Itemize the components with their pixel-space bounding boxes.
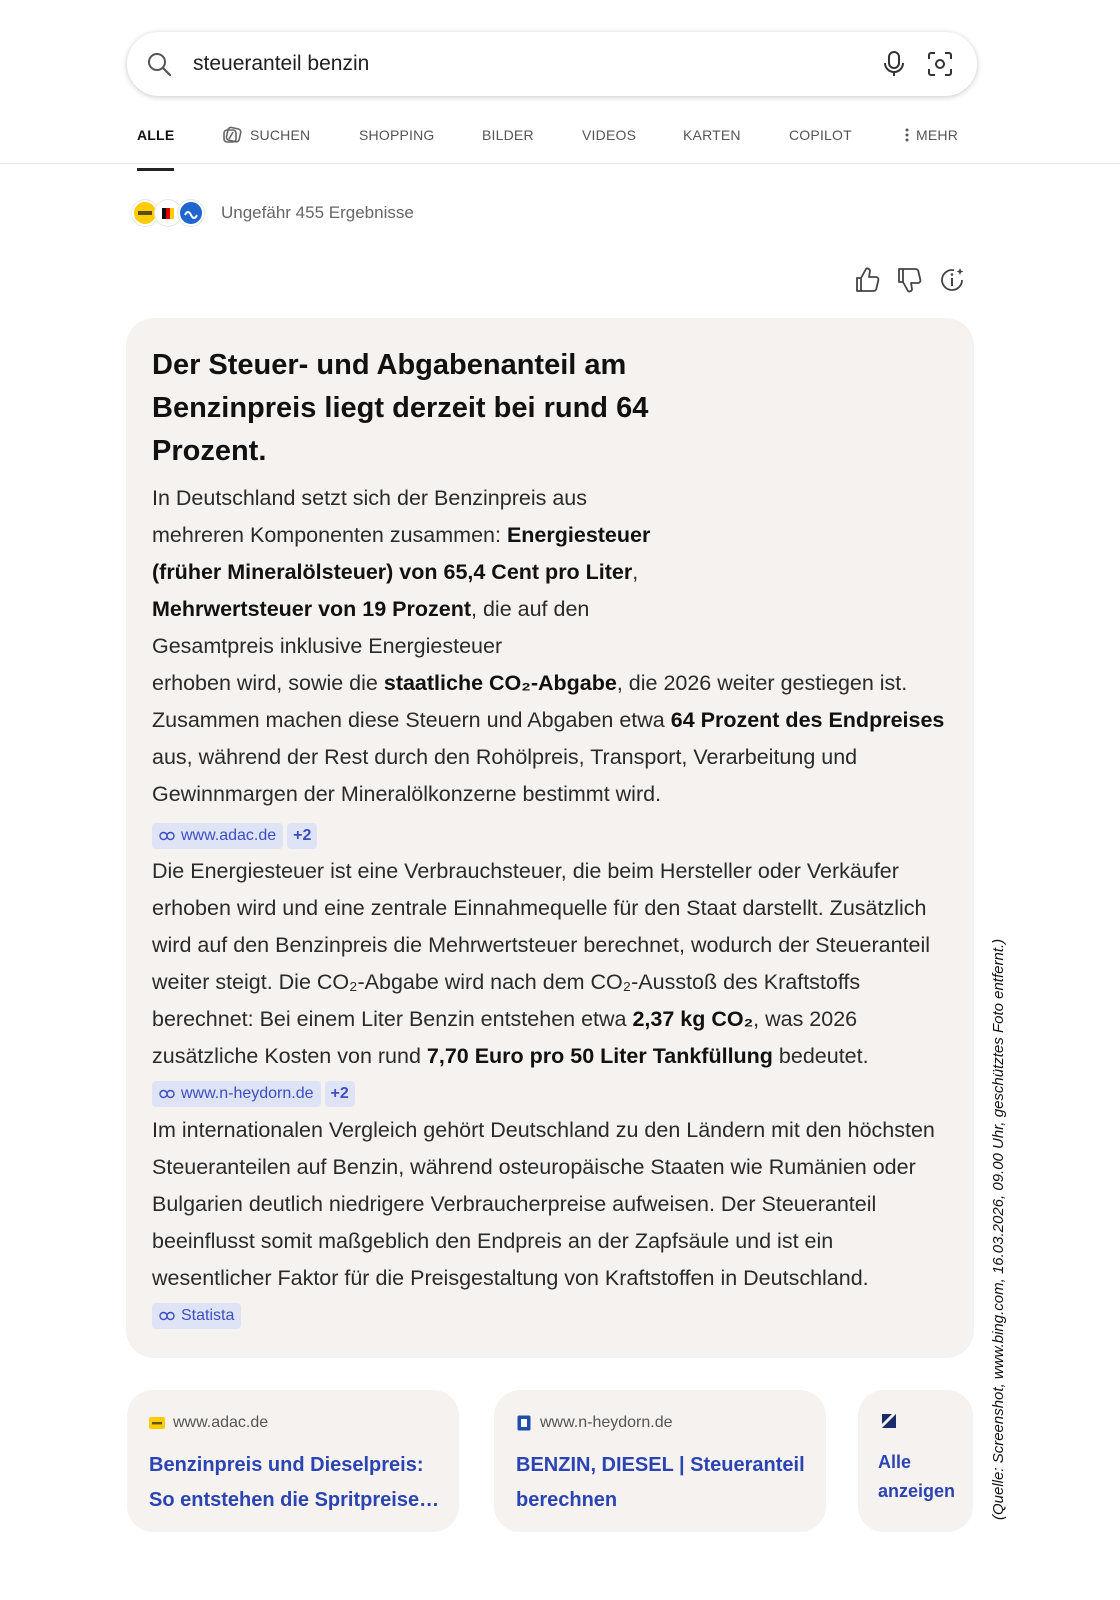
text-span: , die 2026 weiter gestiegen ist. Zusammen machen diese Steuern und Abgaben etwa: [152, 671, 908, 732]
text-span: Im internationalen Vergleich gehört Deutschland zu den Ländern mit den höchsten Steueranteilen auf Benzin, während osteuropäische Staaten wie Rumänien oder Bulgarien deutlich niedrigere Verbraucherpreise aufweisen. Der Steueranteil beeinflusst somit maßgeblich den Endpreis an der Zapfsäule und ist ein wesentlicher Faktor für die Preisgestaltung von Kraftstoffen in Deutschland.: [152, 1118, 935, 1290]
copilot-search-icon: [222, 126, 244, 144]
adac-logo-icon: [134, 202, 156, 224]
source-card-adac[interactable]: [127, 1390, 459, 1532]
citation-adac[interactable]: [152, 823, 283, 849]
thumbs-up-icon[interactable]: [852, 265, 882, 295]
tab-more[interactable]: MEHR: [904, 124, 958, 146]
text-span: bedeutet.: [772, 1044, 869, 1068]
tab-maps[interactable]: KARTEN: [683, 127, 741, 143]
citation-statista[interactable]: [152, 1303, 241, 1329]
flag-icon: [157, 202, 179, 224]
citation-more-1[interactable]: +2: [287, 823, 317, 849]
source-title[interactable]: Benzinpreis und Dieselpreis: So entstehen die Spritpreise…: [149, 1454, 440, 1511]
show-all-sources-card[interactable]: [858, 1390, 973, 1532]
citation-label: www.n-heydorn.de: [181, 1085, 314, 1103]
sources-stack-icon: [880, 1412, 898, 1430]
tab-all[interactable]: ALLE: [137, 124, 174, 146]
citation-label: www.adac.de: [181, 827, 277, 845]
text-span: aus, während der Rest durch den Rohölpreis, Transport, Verarbeitung und Gewinnmargen der Mineralölkonzerne bestimmt wird.: [152, 745, 858, 806]
tab-shopping[interactable]: SHOPPING: [359, 127, 435, 143]
search-input[interactable]: [193, 46, 833, 82]
answer-paragraph-3: [152, 1112, 952, 1334]
search-tabs: [0, 110, 1120, 164]
thumbs-down-icon[interactable]: [894, 265, 924, 295]
citation-more-2[interactable]: +2: [325, 1081, 355, 1107]
text-span: , was 2026 zusätzliche Kosten von rund: [152, 1007, 858, 1068]
show-all-label[interactable]: Alle anzeigen: [878, 1452, 956, 1501]
microphone-icon[interactable]: [879, 49, 909, 79]
text-span: erhoben wird, sowie die: [152, 671, 384, 695]
ai-answer-card: [126, 318, 974, 1358]
search-bar[interactable]: [127, 32, 977, 96]
answer-paragraph-1: [152, 480, 952, 813]
tab-copilot[interactable]: COPILOT: [789, 127, 852, 143]
document-icon: [517, 1415, 531, 1431]
info-sparkle-icon[interactable]: [938, 265, 968, 295]
bold-span: 2,37 kg CO₂: [632, 1007, 754, 1031]
answer-paragraph-2: [152, 853, 952, 1112]
link-icon: [159, 1089, 175, 1099]
bold-span: Mehrwertsteuer von 19 Prozent: [152, 597, 472, 621]
results-count: Ungefähr 455 Ergebnisse: [221, 203, 414, 222]
source-domain-text: www.n-heydorn.de: [540, 1414, 673, 1431]
answer-headline: Der Steuer- und Abgabenanteil am Benzinpreis liegt derzeit bei rund 64 Prozent.: [152, 349, 649, 467]
text-span: Die Energiesteuer ist eine Verbrauchsteuer, die beim Hersteller oder Verkäufer erhoben wird und eine zentrale Einnahmequelle für den Staat darstellt. Zusätzlich wird auf den Benzinpreis die Mehrwertsteuer berechnet, wodurch der Steueranteil weiter steigt. Die CO₂-Abgabe wird nach dem CO₂-Ausstoß des Kraftstoffs berechnet: Bei einem Liter Benzin entstehen etwa: [152, 859, 931, 1031]
answer-body: [152, 480, 952, 1334]
visual-search-icon[interactable]: [925, 49, 955, 79]
wave-logo-icon: [180, 202, 202, 224]
tab-search[interactable]: SUCHEN: [222, 124, 310, 146]
citation-n-heydorn[interactable]: [152, 1081, 321, 1107]
source-card-n-heydorn[interactable]: [494, 1390, 826, 1532]
source-domain-text: www.adac.de: [173, 1414, 269, 1431]
citation-label: Statista: [181, 1307, 235, 1325]
text-span: In Deutschland setzt sich der Benzinpreis aus mehreren Komponenten zusammen:: [152, 486, 588, 547]
bold-span: staatliche CO₂-Abgabe: [383, 671, 617, 695]
text-span: ,: [632, 560, 639, 584]
bold-span: Energiesteuer (früher Mineralölsteuer) von 65,4 Cent pro Liter: [152, 523, 651, 584]
n-heydorn-favicon: [516, 1415, 532, 1431]
adac-logo-icon: [149, 1417, 165, 1429]
source-domain: [516, 1414, 673, 1432]
tab-videos[interactable]: VIDEOS: [582, 127, 637, 143]
link-icon: [159, 831, 175, 841]
adac-favicon: [149, 1415, 165, 1431]
bold-span: 7,70 Euro pro 50 Liter Tankfüllung: [426, 1044, 773, 1068]
answer-paragraph-1-narrow: [152, 480, 672, 665]
tab-images[interactable]: BILDER: [482, 127, 534, 143]
bold-span: 64 Prozent des Endpreises: [670, 708, 945, 732]
search-icon[interactable]: [145, 50, 173, 78]
link-icon: [159, 1311, 175, 1321]
screenshot-source-caption: (Quelle: Screenshot, www.bing.com, 16.03.2026, 09.00 Uhr, geschütztes Foto entfernt.): [990, 938, 1007, 1520]
text-span: , die auf den Gesamtpreis inklusive Energiesteuer: [152, 597, 590, 658]
citation-row-1: [152, 813, 952, 853]
more-vertical-icon: [904, 127, 910, 143]
source-title[interactable]: BENZIN, DIESEL | Steueranteil berechnen: [516, 1454, 805, 1511]
source-favicon: [178, 200, 204, 226]
source-domain: [149, 1414, 268, 1432]
results-summary: [132, 198, 414, 228]
